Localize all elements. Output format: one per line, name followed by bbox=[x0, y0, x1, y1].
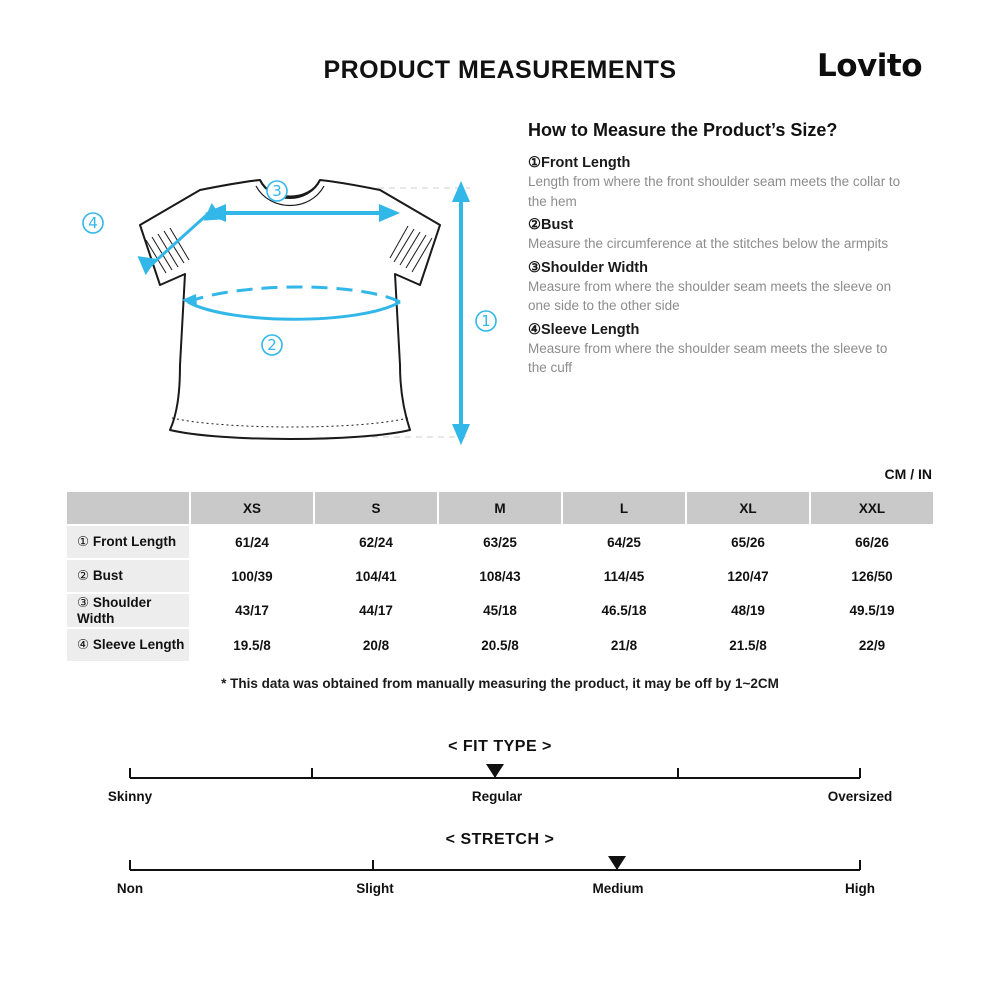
table-row bbox=[66, 559, 934, 593]
cell-front-length-m: 63/25 bbox=[438, 525, 562, 559]
measure-desc: Measure from where the shoulder seam meets the sleeve on one side to the other side bbox=[528, 278, 892, 314]
cell-front-length-xs: 61/24 bbox=[190, 525, 314, 559]
cell-sleeve-s: 20/8 bbox=[314, 628, 438, 662]
table-header-corner bbox=[66, 491, 190, 525]
measure-term: ④Sleeve Length bbox=[528, 321, 640, 338]
table-header-s: S bbox=[314, 491, 438, 525]
table-header-xxl: XXL bbox=[810, 491, 934, 525]
stretch-label-slight: Slight bbox=[356, 881, 394, 896]
row-marker: ③ bbox=[77, 595, 90, 610]
cell-front-length-xl: 65/26 bbox=[686, 525, 810, 559]
garment-illustration bbox=[60, 150, 520, 460]
row-label-text: Shoulder Width bbox=[77, 595, 152, 626]
how-to-measure-heading: How to Measure the Product’s Size? bbox=[528, 120, 838, 140]
size-table bbox=[65, 490, 935, 663]
stretch-title: < STRETCH > bbox=[445, 831, 555, 848]
cell-shoulder-xxl: 49.5/19 bbox=[810, 593, 934, 628]
table-row bbox=[66, 593, 934, 628]
measure-desc: Length from where the front shoulder seam meets the collar to the hem bbox=[528, 174, 901, 209]
measure-item-shoulder-width bbox=[528, 260, 948, 316]
size-table-body bbox=[66, 525, 934, 662]
row-label-text: Bust bbox=[92, 568, 123, 583]
measure-item-sleeve-length bbox=[528, 322, 948, 378]
measure-term: ③Shoulder Width bbox=[528, 259, 648, 276]
cell-sleeve-xxl: 22/9 bbox=[810, 628, 934, 662]
cell-sleeve-m: 20.5/8 bbox=[438, 628, 562, 662]
fit-type-title: < FIT TYPE > bbox=[448, 738, 552, 755]
fit-type-scale bbox=[0, 762, 1000, 792]
stretch-label-high: High bbox=[845, 881, 875, 896]
fit-label-oversized: Oversized bbox=[827, 789, 893, 804]
row-marker: ① bbox=[77, 534, 90, 549]
cell-shoulder-l: 46.5/18 bbox=[562, 593, 686, 628]
row-label-text: Front Length bbox=[92, 534, 177, 549]
measurement-note: * This data was obtained from manually measuring the product, it may be off by 1~2CM bbox=[221, 676, 779, 691]
svg-text:1: 1 bbox=[481, 312, 491, 330]
table-header-xl: XL bbox=[686, 491, 810, 525]
row-marker: ④ bbox=[77, 637, 90, 652]
how-to-measure-section bbox=[528, 120, 948, 384]
cell-bust-xxl: 126/50 bbox=[810, 559, 934, 593]
row-label-front-length bbox=[66, 525, 190, 559]
svg-text:4: 4 bbox=[88, 214, 98, 232]
table-row bbox=[66, 525, 934, 559]
table-header-l: L bbox=[562, 491, 686, 525]
stretch-label-non: Non bbox=[116, 881, 144, 896]
measure-desc: Measure the circumference at the stitches below the armpits bbox=[528, 236, 889, 252]
row-label-text: Sleeve Length bbox=[92, 637, 185, 652]
cell-shoulder-s: 44/17 bbox=[314, 593, 438, 628]
measure-desc: Measure from where the shoulder seam meets the sleeve to the cuff bbox=[528, 340, 888, 376]
cell-shoulder-m: 45/18 bbox=[438, 593, 562, 628]
svg-text:2: 2 bbox=[267, 336, 277, 354]
page-title: PRODUCT MEASUREMENTS bbox=[323, 56, 677, 84]
row-label-bust bbox=[66, 559, 190, 593]
table-header-xs: XS bbox=[190, 491, 314, 525]
svg-text:3: 3 bbox=[272, 182, 282, 200]
fit-label-skinny: Skinny bbox=[107, 789, 153, 804]
fit-label-regular: Regular bbox=[471, 789, 523, 804]
garment-diagram-svg bbox=[60, 150, 520, 460]
cell-front-length-l: 64/25 bbox=[562, 525, 686, 559]
cell-bust-s: 104/41 bbox=[314, 559, 438, 593]
units-label: CM / IN bbox=[884, 466, 932, 482]
cell-sleeve-xs: 19.5/8 bbox=[190, 628, 314, 662]
fit-type-indicator bbox=[486, 764, 504, 778]
row-label-sleeve-length bbox=[66, 628, 190, 662]
stretch-scale bbox=[0, 854, 1000, 884]
row-label-shoulder-width bbox=[66, 593, 190, 628]
measure-term: ①Front Length bbox=[528, 155, 631, 171]
cell-bust-l: 114/45 bbox=[562, 559, 686, 593]
cell-sleeve-l: 21/8 bbox=[562, 628, 686, 662]
cell-front-length-xxl: 66/26 bbox=[810, 525, 934, 559]
measure-item-front-length bbox=[528, 155, 948, 211]
measure-term: ②Bust bbox=[528, 217, 574, 234]
table-header-row bbox=[66, 491, 934, 525]
stretch-indicator bbox=[608, 856, 626, 870]
size-table-header bbox=[66, 491, 934, 525]
measure-item-bust bbox=[528, 217, 948, 254]
cell-sleeve-xl: 21.5/8 bbox=[686, 628, 810, 662]
cell-bust-m: 108/43 bbox=[438, 559, 562, 593]
cell-bust-xl: 120/47 bbox=[686, 559, 810, 593]
cell-shoulder-xl: 48/19 bbox=[686, 593, 810, 628]
brand-logo: Lovito bbox=[816, 48, 922, 84]
table-row bbox=[66, 628, 934, 662]
row-marker: ② bbox=[77, 568, 90, 583]
cell-front-length-s: 62/24 bbox=[314, 525, 438, 559]
cell-bust-xs: 100/39 bbox=[190, 559, 314, 593]
stretch-label-medium: Medium bbox=[592, 881, 644, 896]
table-header-m: M bbox=[438, 491, 562, 525]
cell-shoulder-xs: 43/17 bbox=[190, 593, 314, 628]
